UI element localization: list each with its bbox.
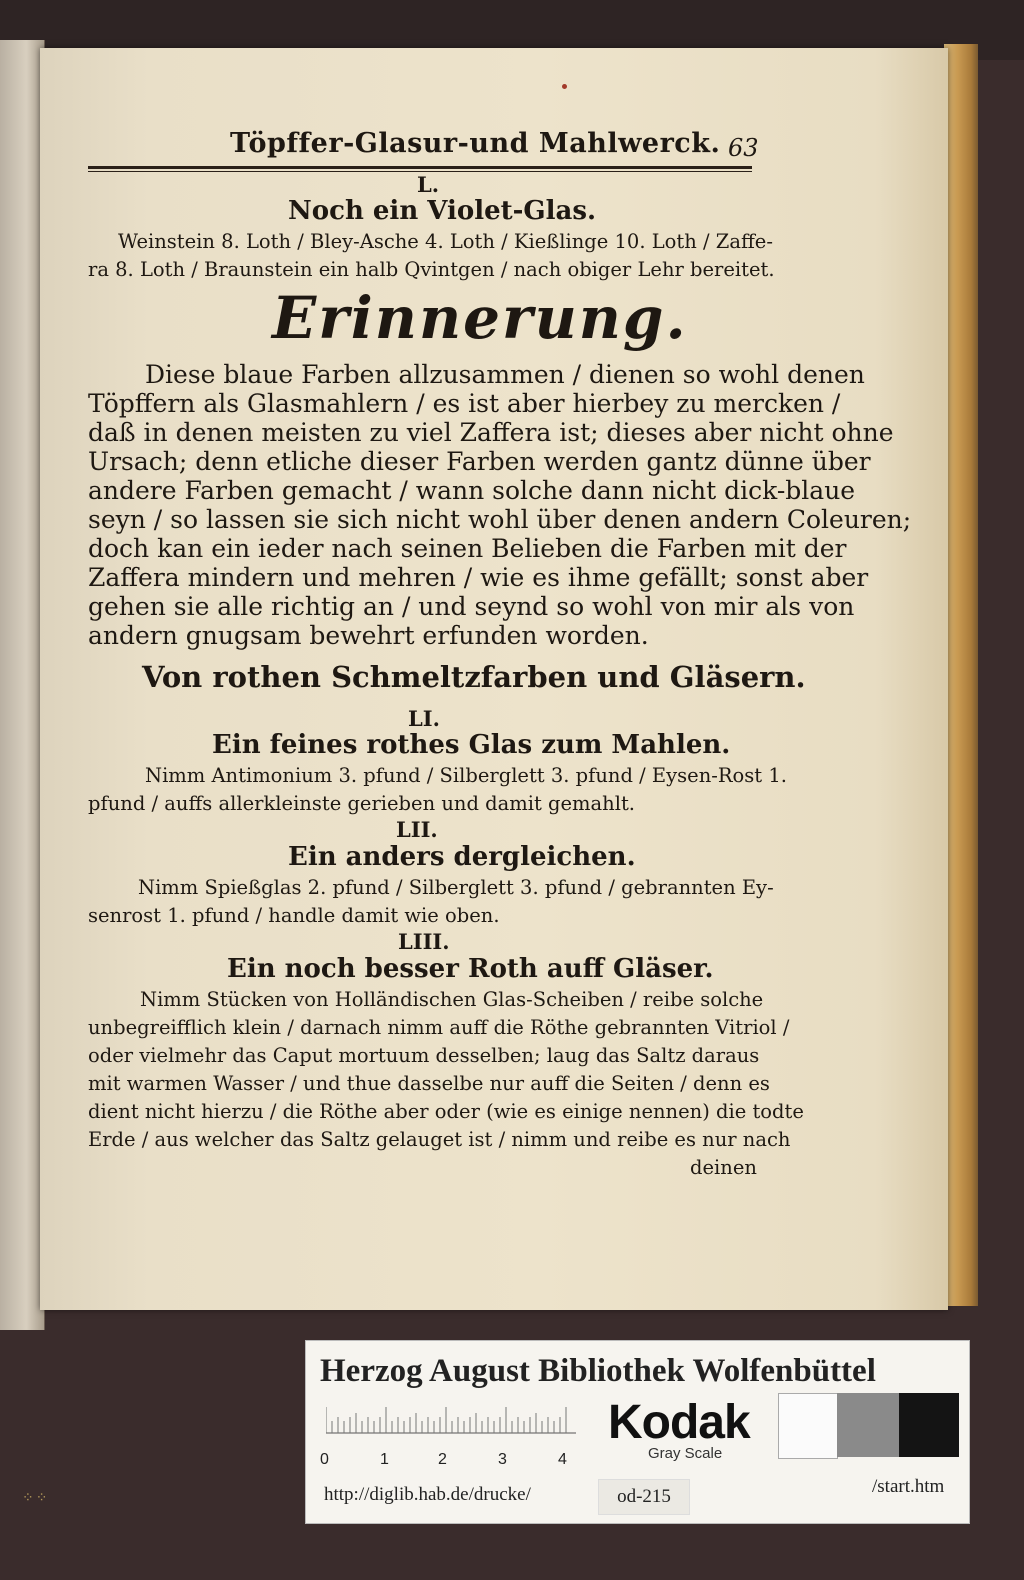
left-page-edge	[0, 40, 45, 1330]
section-number: LII.	[396, 817, 438, 842]
text-line: Nimm Spießglas 2. pfund / Silberglett 3. pfund / gebrannten Ey-	[138, 876, 774, 899]
ruler-label: 3	[498, 1451, 507, 1468]
decorative-dots: ⁘⁘	[22, 1490, 50, 1506]
right-page-edge	[944, 44, 978, 1306]
ruler-label: 0	[320, 1451, 329, 1468]
text-line: mit warmen Wasser / und thue dasselbe nur auff die Seiten / denn es	[88, 1072, 770, 1095]
library-scan-label	[305, 1340, 970, 1524]
library-name: Herzog August Bibliothek Wolfenbüttel	[320, 1353, 876, 1389]
erinnerung-title: Erinnerung.	[272, 284, 688, 352]
ruler-label: 2	[438, 1451, 447, 1468]
gray-scale-label: Gray Scale	[648, 1445, 723, 1462]
gray-swatch-black	[899, 1393, 959, 1457]
text-line: Zaffera mindern und mehren / wie es ihme gefällt; sonst aber	[88, 563, 869, 592]
text-line: pfund / auffs allerkleinste gerieben und damit gemahlt.	[88, 792, 635, 815]
ruler-label: 4	[558, 1451, 567, 1468]
text-line: unbegreifflich klein / darnach nimm auff die Röthe gebrannten Vitriol /	[88, 1016, 790, 1039]
section-heading: Ein anders dergleichen.	[288, 842, 636, 872]
text-line: Weinstein 8. Loth / Bley-Asche 4. Loth / Kießlinge 10. Loth / Zaffe-	[118, 230, 773, 253]
shelfmark-id: od-215	[598, 1479, 690, 1515]
section-heading: Ein feines rothes Glas zum Mahlen.	[212, 730, 731, 760]
text-line: Nimm Stücken von Holländischen Glas-Scheiben / reibe solche	[140, 988, 764, 1011]
kodak-logo: Kodak	[608, 1396, 750, 1449]
running-head: Töpffer-Glasur-und Mahlwerck.	[230, 128, 721, 159]
ruler-label: 1	[380, 1451, 389, 1468]
text-line: seyn / so lassen sie sich nicht wohl über denen andern Coleuren;	[88, 505, 912, 534]
text-line: Erde / aus welcher das Saltz gelauget ist / nimm und reibe es nur nach	[88, 1128, 791, 1151]
header-rule	[88, 166, 752, 169]
text-line: ra 8. Loth / Braunstein ein halb Qvintgen / nach obiger Lehr bereitet.	[88, 258, 775, 281]
section-number: LIII.	[398, 929, 450, 954]
section-number: L.	[417, 172, 440, 197]
url-suffix: /start.htm	[872, 1476, 945, 1497]
text-line: andere Farben gemacht / wann solche dann nicht dick-blaue	[88, 476, 856, 505]
page-number: 63	[728, 134, 759, 162]
text-line: dient nicht hierzu / die Röthe aber oder (wie es einige nennen) die todte	[88, 1100, 804, 1123]
text-line: Nimm Antimonium 3. pfund / Silberglett 3. pfund / Eysen-Rost 1.	[145, 764, 787, 787]
section-number: LI.	[408, 706, 440, 731]
text-line: daß in denen meisten zu viel Zaffera ist; dieses aber nicht ohne	[88, 418, 894, 447]
text-line: Töpffern als Glasmahlern / es ist aber hierbey zu mercken /	[88, 389, 841, 418]
text-line: andern gnugsam bewehrt erfunden worden.	[88, 621, 649, 650]
text-line: oder vielmehr das Caput mortuum desselben; laug das Saltz daraus	[88, 1044, 760, 1067]
catchword: deinen	[690, 1156, 757, 1179]
text-line: Diese blaue Farben allzusammen / dienen so wohl denen	[145, 360, 865, 389]
text-line: gehen sie alle richtig an / und seynd so wohl von mir als von	[88, 592, 855, 621]
section-title: Von rothen Schmeltzfarben und Gläsern.	[142, 660, 806, 694]
section-heading: Ein noch besser Roth auff Gläser.	[227, 954, 714, 984]
text-line: Ursach; denn etliche dieser Farben werden gantz dünne über	[88, 447, 871, 476]
section-heading: Noch ein Violet-Glas.	[288, 196, 597, 226]
text-line: doch kan ein ieder nach seinen Belieben die Farben mit der	[88, 534, 847, 563]
gray-swatch-mid	[837, 1393, 899, 1457]
url-prefix: http://diglib.hab.de/drucke/	[324, 1484, 531, 1505]
ink-spot	[562, 84, 567, 89]
gray-swatch-white	[778, 1393, 838, 1459]
text-line: senrost 1. pfund / handle damit wie oben.	[88, 904, 500, 927]
measurement-ruler	[326, 1405, 576, 1435]
